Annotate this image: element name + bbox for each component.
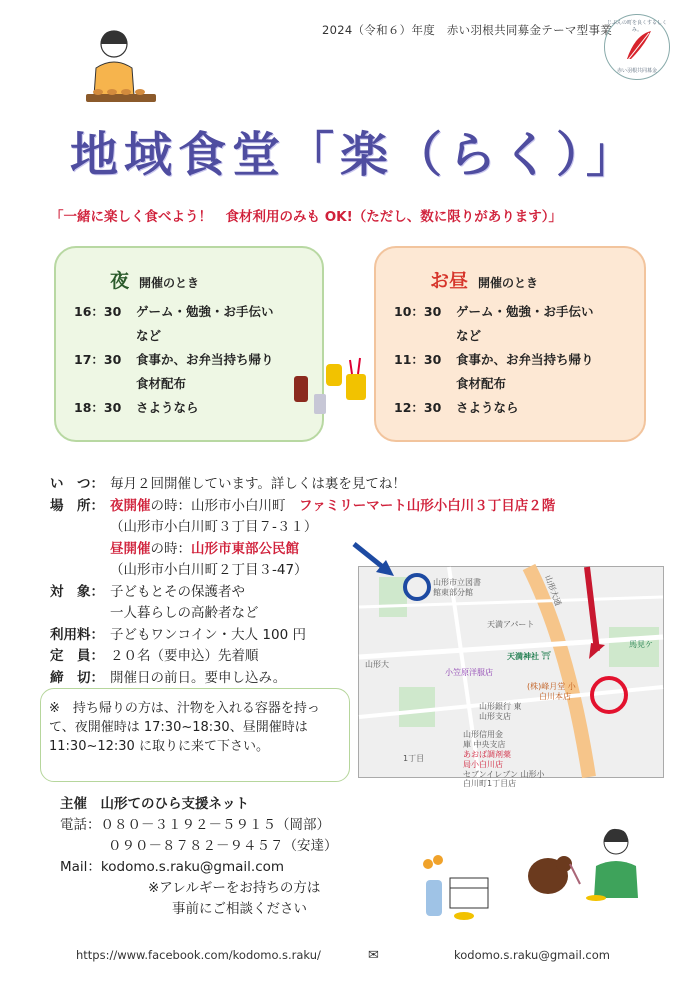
night-label: 夜 [110,270,130,292]
map-label: 山形信用金 [463,730,503,739]
target-label: 対 象： [50,583,104,600]
day-place-prefix: の時： [150,540,191,557]
note-text: 持ち帰りの方は、汁物を入れる容器を持って、夜開催時は 17:30~18:30、昼開催時は 11:30~12:30 に取りに来て下さい。 [49,701,320,754]
day-label: お昼 [430,270,469,292]
target-value: 子どもとその保護者や [110,583,245,600]
day-place-label: 昼開催 [110,540,151,557]
day-address: （山形市小白川町２丁目３-47） [110,562,308,578]
baker-girl-illustration [76,26,158,110]
night-place-label: 夜開催 [110,497,151,514]
note-mark: ※ [49,701,60,716]
map-label: 天満神社 [507,652,539,661]
activity: ゲーム・勉強・お手伝い [456,304,594,319]
day-row [394,300,594,348]
mail-address[interactable]: kodomo.s.raku@gmail.com [100,859,285,875]
activity: さようなら [136,400,199,415]
girl-and-kiwi-illustration [520,826,650,910]
night-row [74,396,274,420]
arrow-to-night-venue [350,540,400,580]
condiments-illustration [290,354,374,424]
map-label: 山形市立図書 [433,578,481,587]
time: 17：30 [74,352,122,367]
place-label: 場 所： [50,497,104,514]
map-label: 山形銀行 東 [479,702,522,711]
target-value-2: 一人暮らしの高齢者など [110,605,259,621]
night-row [74,348,274,396]
mail-label: Mail： [60,859,101,875]
capacity-value: ２０名（要申込）先着順 [110,648,259,664]
map-label: あおば調剤薬 [463,750,511,759]
takeout-note [40,688,350,782]
fee-label: 利用料： [50,626,104,643]
time: 16：30 [74,304,122,319]
phone-1: ０８０－３１９２－５９１５（岡部） [100,817,330,833]
map-label: 馬見ケ [629,640,653,649]
night-schedule-box [54,246,324,442]
activity-detail: 食材配布 [136,376,187,391]
day-heading [430,266,538,293]
day-schedule-box [374,246,646,442]
night-venue: ファミリーマート山形小白川３丁目店２階 [299,497,556,514]
map-label: (株)峰月堂 小 [527,682,576,691]
day-row [394,396,594,420]
map-label: 白川町1丁目店 [463,779,517,788]
fee-value: 子どもワンコイン・大人 100 円 [110,626,306,643]
facebook-link[interactable]: https://www.facebook.com/kodomo.s.raku/ [76,948,321,962]
day-row [394,348,594,396]
allergy-note-1: ※アレルギーをお持ちの方は [148,880,321,896]
organizer-block [60,794,338,920]
flower-calendar-illustration [414,854,500,924]
map-label: 局小白川店 [463,760,503,769]
phone-label: 電話： [60,817,101,833]
deadline-value: 開催日の前日。要申し込み。 [110,669,287,686]
time: 12：30 [394,400,442,415]
when-label: い つ： [50,476,104,492]
red-feather-seal [604,14,670,80]
day-venue: 山形市東部公民館 [191,540,299,557]
map-label: 小笠原洋服店 [445,668,493,677]
phone-2: ０９０－８７８２－９４５７（安達） [108,838,338,854]
activity: ゲーム・勉強・お手伝い [136,304,274,319]
map-roads [359,567,663,777]
day-sublabel: 開催のとき [478,276,539,290]
activity-detail: など [136,328,162,343]
map-label: 山形支店 [479,712,511,721]
seal-text: じぶんの町を良くするしくみ。 [606,20,667,33]
activity: さようなら [456,400,519,415]
map-label: 庫 中央支店 [463,740,506,749]
footer-mail[interactable]: kodomo.s.raku@gmail.com [454,948,610,962]
sponsor: 主催 山形てのひら支援ネット [60,796,249,812]
page-title: 地域食堂「楽（らく）」 [70,127,641,183]
when-value: 毎月２回開催しています。詳しくは裏を見てね！ [110,476,406,492]
mail-icon: ✉ [368,948,379,963]
night-row [74,300,274,348]
shrine-icon: ⛩ [541,651,552,660]
activity: 食事か、お弁当持ち帰り [136,352,274,367]
map-label: 天満アパート [487,620,535,629]
night-heading [110,266,199,293]
night-sublabel: 開催のとき [139,276,200,290]
deadline-label: 締 切： [50,669,104,686]
seal-text-bottom: 赤い羽根共同募金 [616,68,657,74]
map-label: 1丁目 [403,754,425,763]
activity-detail: 食材配布 [456,376,507,391]
allergy-note-2: 事前にご相談ください [172,901,307,917]
subtitle: 「一緒に楽しく食べよう！ 食材利用のみも OK!（ただし、数に限りがあります）」 [50,209,563,225]
night-address: （山形市小白川町３丁目７-３１） [110,519,318,535]
map-label: 館東部分館 [433,588,473,597]
location-map [358,566,664,788]
time: 18：30 [74,400,122,415]
time: 11：30 [394,352,442,367]
activity-detail: など [456,328,482,343]
map-label: セブンイレブン 山形小 [463,770,545,779]
night-place-prefix: の時：山形市小白川町 [150,497,286,514]
capacity-label: 定 員： [50,648,104,664]
time: 10：30 [394,304,442,319]
map-label: 山形大 [365,660,389,669]
activity: 食事か、お弁当持ち帰り [456,352,594,367]
map-label: 白川本店 [539,692,571,701]
map-label: 山形大通 [543,573,563,608]
project-line: 2024（令和６）年度 赤い羽根共同募金テーマ型事業 [322,23,613,37]
